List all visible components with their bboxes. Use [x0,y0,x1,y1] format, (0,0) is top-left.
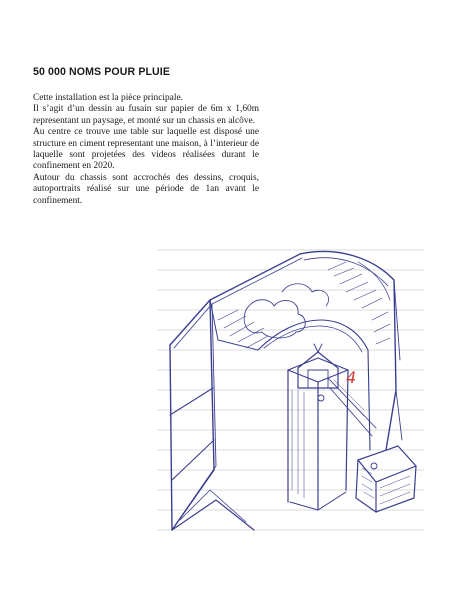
paragraph-2: Il s’agit d’un dessin au fusain sur papier de 6m x 1,60m representant un paysage, et monté sur un chassis en alcôve. [33,104,259,126]
ink-drawing [170,252,416,530]
installation-sketch [158,240,424,535]
paragraph-1: Cette installation est la pièce principale. [33,93,183,103]
paragraph-4: Autour du chassis sont accrochés des dessins, croquis, autoportraits réalisé sur une période de 1an avant le confinement. [33,172,259,206]
paragraph-3: Au centre ce trouve une table sur laquelle est disposé une structure en ciment representant une maison, à l’interieur de laquelle sont projetées des videos réalisées durant le confinement en 2020. [33,127,259,172]
ruled-lines [158,250,424,530]
sketch-label: 4 [346,368,357,387]
body-text [33,93,259,207]
page-title: 50 000 NOMS POUR PLUIE [33,66,171,78]
